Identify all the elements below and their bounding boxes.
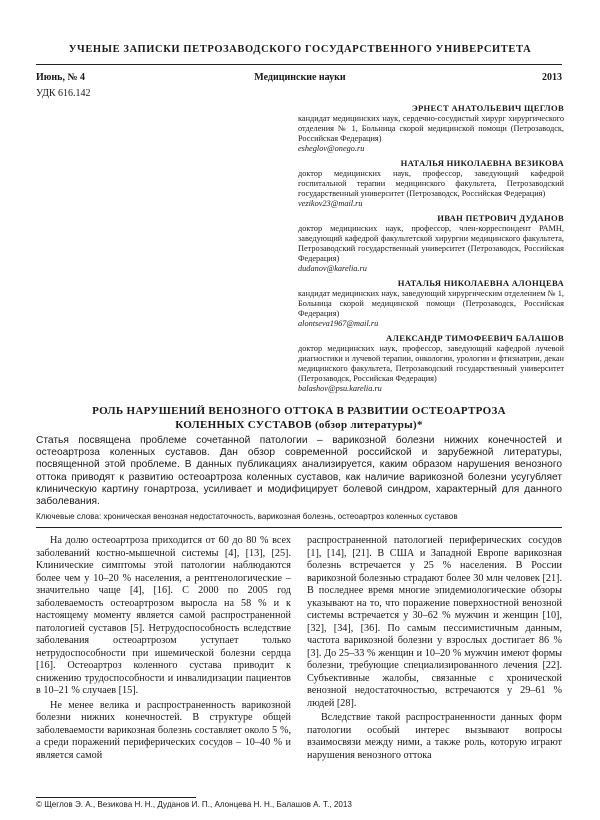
abstract-divider — [36, 527, 562, 528]
author-list — [298, 103, 564, 398]
author-block — [298, 278, 564, 329]
article-title — [36, 404, 562, 432]
author-name: НАТАЛЬЯ НИКОЛАЕВНА ВЕЗИКОВА — [400, 158, 564, 168]
issue-year: 2013 — [542, 72, 562, 83]
author-email[interactable]: alontseva1967@mail.ru — [298, 319, 379, 328]
body-paragraph: распространенной патологией периферических сосудов [1], [14], [21]. В США и Западной Европе варикозная болезнь встречается у 25 % населения. В России варикозной болезнью страдают более 30 млн человек [21]. В последнее время многие эпидемиологические обзоры указывают на то, что поражение поверхностной венозной системы встречается у 30–62 % мужчин и женщин [10], [32], [34], [36]. По самым пессимистичным данным, частота варикозной болезни у взрослых достигает 86 % [3]. До 25–33 % женщин и 10–20 % мужчин имеют формы болезни, требующие специализированного лечения [22]. Субъективные жалобы, связанные с хронической венозной недостаточностью, встречаются у 29–61 % людей [28]. — [307, 535, 562, 709]
body-paragraph: Не менее велика и распространенность варикозной болезни нижних конечностей. В структуре общей заболеваемости варикозная болезнь составляет около 5 %, а среди поражений периферических сосудов – 10–40 % и является самой — [36, 699, 291, 761]
body-column-left — [36, 535, 291, 764]
issue-number: Июнь, № 4 — [36, 72, 86, 83]
copyright-line: © Щеглов Э. А., Везикова Н. Н., Дуданов И. П., Алонцева Н. Н., Балашов А. Т., 2013 — [36, 800, 352, 809]
author-block — [298, 213, 564, 274]
udk-code: УДК 616.142 — [36, 88, 91, 99]
body-paragraph: На долю остеоартроза приходится от 60 до 80 % всех заболеваний костно-мышечной системы [4], [13], [25]. Клинические симптомы этой патологии наблюдаются более чем у 10–20 % населения, а рентгенологические – значительно чаще [4], [16]. С 2000 по 2005 год заболеваемость остеоартрозом выросла на 58 % и к настоящему моменту является самой распространенной патологией суставов [5]. Нетрудоспособность вследствие заболевания остеоартрозом уступает только нетрудоспособности при ишемической болезни сердца [16]. Остеоартроз коленного сустава приводит к снижению трудоспособности и инвалидизации пациентов в 10–21 % случаев [15]. — [36, 535, 291, 696]
author-email[interactable]: balashov@psu.karelia.ru — [298, 384, 382, 393]
footnote-divider — [36, 797, 196, 798]
author-name: НАТАЛЬЯ НИКОЛАЕВНА АЛОНЦЕВА — [397, 278, 564, 288]
keywords: Ключевые слова: хроническая венозная недостаточность, варикозная болезнь, остеоартроз коленных суставов — [36, 512, 458, 521]
article-title-line: КОЛЕННЫХ СУСТАВОВ (обзор литературы)* — [175, 419, 423, 431]
author-affiliation: доктор медицинских наук, профессор, член-корреспондент РАМН, заведующий кафедрой факультетской хирургии медицинского факультета, Петрозаводский государственный университет (Петрозаводск, Российская Федерация) — [298, 224, 564, 263]
author-block — [298, 333, 564, 394]
body-paragraph: Вследствие такой распространенности данных форм патологии особый интерес вызывают вопросы взаимосвязи между ними, а также роль, которую играют нарушения венозного оттока — [307, 712, 562, 761]
author-email[interactable]: vezikov23@mail.ru — [298, 199, 363, 208]
author-affiliation: кандидат медицинских наук, сердечно-сосудистый хирург хирургического отделения № 1, Больница скорой медицинской помощи (Петрозаводск, Российская Федерация) — [298, 114, 564, 143]
author-affiliation: доктор медицинских наук, профессор, заведующий кафедрой госпитальной терапии медицинского факультета, Петрозаводский государственный университет (Петрозаводск, Российская Федерация) — [298, 169, 564, 198]
author-name: АЛЕКСАНДР ТИМОФЕЕВИЧ БАЛАШОВ — [385, 333, 564, 343]
author-block — [298, 158, 564, 209]
author-name: ЭРНЕСТ АНАТОЛЬЕВИЧ ЩЕГЛОВ — [411, 103, 564, 113]
author-email[interactable]: esheglov@onego.ru — [298, 144, 365, 153]
author-block — [298, 103, 564, 154]
body-column-right — [307, 535, 562, 764]
abstract: Статья посвящена проблеме сочетанной патологии – варикозной болезни нижних конечностей и остеоартроза коленных суставов. Дан обзор современной российской и зарубежной литературы, посвященной этой проблеме. В данных публикациях анализируется, каким образом нарушения венозного оттока приводят к развитию остеоартроза коленных суставов, как наличие варикозной болезни усугубляет клиническую картину гонартроза, усиливает и модифицирует болевой синдром, характерный для данного заболевания. — [36, 435, 562, 508]
author-affiliation: доктор медицинских наук, профессор, заведующий кафедрой лучевой диагностики и лучевой терапии, онкологии, урологии и фтизиатрии, декан медицинского факультета, Петрозаводский государственный университет (Петрозаводск, Российская Федерация) — [298, 344, 564, 383]
journal-title: УЧЕНЫЕ ЗАПИСКИ ПЕТРОЗАВОДСКОГО ГОСУДАРСТВЕННОГО УНИВЕРСИТЕТА — [68, 44, 532, 55]
author-name: ИВАН ПЕТРОВИЧ ДУДАНОВ — [437, 213, 564, 223]
author-email[interactable]: dudanov@karelia.ru — [298, 264, 367, 273]
section-name: Медицинские науки — [254, 72, 346, 83]
article-title-line: РОЛЬ НАРУШЕНИЙ ВЕНОЗНОГО ОТТОКА В РАЗВИТИИ ОСТЕОАРТРОЗА — [92, 405, 506, 417]
header-divider — [36, 64, 562, 65]
author-affiliation: кандидат медицинских наук, заведующий хирургическим отделением № 1, Больница скорой медицинской помощи (Петрозаводск, Российская Федерация) — [298, 289, 564, 318]
